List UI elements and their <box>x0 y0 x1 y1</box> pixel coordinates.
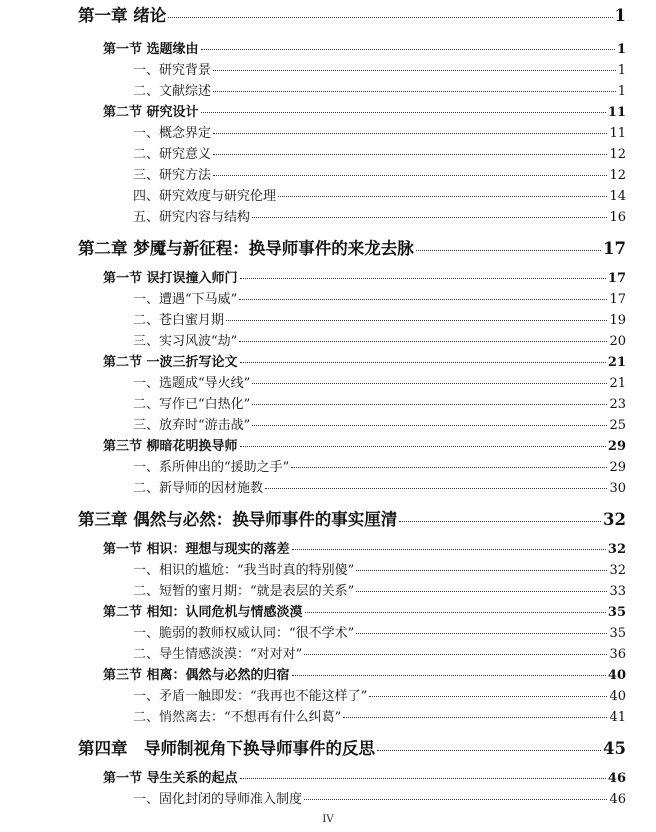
toc-page-number: 19 <box>609 313 626 328</box>
toc-subsection[interactable] <box>133 80 626 100</box>
toc-page-number: 1 <box>617 84 626 99</box>
toc-entry-title: 第二节 一波三折写论文 <box>103 355 238 370</box>
dot-leader <box>239 335 607 343</box>
dot-leader <box>252 211 607 219</box>
toc-page-number: 20 <box>609 334 626 349</box>
toc-entry-title: 一、系所伸出的“援助之手” <box>133 460 290 475</box>
dot-leader <box>201 106 606 114</box>
dot-leader <box>252 419 607 427</box>
dot-leader <box>240 356 606 364</box>
toc-entry-title: 一、相识的尴尬：“我当时真的特别傻” <box>133 563 355 578</box>
toc-entry-title: 第三章 偶然与必然：换导师事件的事实厘清 <box>78 510 398 529</box>
dot-leader <box>292 669 606 677</box>
toc-entry-title: 二、导生情感淡漠：“对对对” <box>133 647 303 662</box>
toc-page-number: 11 <box>607 105 626 120</box>
dot-leader <box>304 793 607 801</box>
toc-section[interactable] <box>103 538 626 558</box>
dot-leader <box>168 9 612 18</box>
toc-entry-title: 二、短暂的蜜月期：“就是表层的关系” <box>133 584 355 599</box>
dot-leader <box>291 461 607 469</box>
toc-entry-title: 第四章 导师制视角下换导师事件的反思 <box>78 739 375 758</box>
toc-page-number: 29 <box>609 460 626 475</box>
toc-entry-title: 二、写作已“白热化” <box>133 397 251 412</box>
toc-entry-title: 第一节 误打误撞入师门 <box>103 271 238 286</box>
toc-entry-title: 第一节 选题缘由 <box>103 42 199 57</box>
toc-section[interactable] <box>103 267 626 287</box>
toc-subsection[interactable] <box>133 456 626 476</box>
toc-entry-title: 三、研究方法 <box>133 168 212 183</box>
dot-leader <box>369 690 607 698</box>
toc-page-number: 29 <box>607 439 626 454</box>
toc-page-number: 1 <box>616 42 626 57</box>
dot-leader <box>356 564 607 572</box>
dot-leader <box>305 606 606 614</box>
dot-leader <box>356 585 607 593</box>
dot-leader <box>292 543 606 551</box>
toc-entry-title: 二、新导师的因材施教 <box>133 481 264 496</box>
toc-page-number: 1 <box>617 63 626 78</box>
toc-subsection[interactable] <box>133 643 626 663</box>
toc-entry-title: 三、实习风波“劫” <box>133 334 238 349</box>
toc-page-number: 17 <box>609 292 626 307</box>
toc-page-number: 25 <box>609 418 626 433</box>
toc-entry-title: 一、遭遇“下马威” <box>133 292 238 307</box>
toc-entry-title: 二、苍白蜜月期 <box>133 313 225 328</box>
dot-leader <box>377 742 601 751</box>
toc-subsection[interactable] <box>133 559 626 579</box>
toc-section[interactable] <box>103 101 626 121</box>
toc-page-number: 46 <box>607 771 626 786</box>
dot-leader <box>252 398 607 406</box>
toc-subsection[interactable] <box>133 309 626 329</box>
toc-page-number: 12 <box>609 168 626 183</box>
toc-page-number: 30 <box>609 481 626 496</box>
toc-page-number: 41 <box>609 710 626 725</box>
toc-entry-title: 一、概念界定 <box>133 126 212 141</box>
toc-entry-title: 第三节 相离：偶然与必然的归宿 <box>103 668 290 683</box>
toc-section[interactable] <box>103 38 626 58</box>
toc-entry-title: 第二节 相知：认同危机与情感淡漠 <box>103 605 303 620</box>
dot-leader <box>356 627 607 635</box>
toc-entry-title: 第三节 柳暗花明换导师 <box>103 439 238 454</box>
toc-page-number: 23 <box>609 397 626 412</box>
toc-page-number: 40 <box>607 668 626 683</box>
toc-subsection[interactable] <box>133 477 626 497</box>
toc-subsection[interactable] <box>133 788 626 808</box>
toc-page-number: 32 <box>603 510 626 529</box>
dot-leader <box>213 169 607 177</box>
toc-page-number: 17 <box>607 271 626 286</box>
toc-entry-title: 一、固化封闭的导师准入制度 <box>133 792 303 807</box>
toc-page-number: 11 <box>609 126 626 141</box>
toc-subsection[interactable] <box>133 372 626 392</box>
toc-entry-title: 四、研究效度与研究伦理 <box>133 189 277 204</box>
toc-page-number: 35 <box>607 605 626 620</box>
toc-chapter[interactable] <box>78 735 626 761</box>
toc-chapter[interactable] <box>78 506 626 532</box>
toc-section[interactable] <box>103 601 626 621</box>
toc-subsection[interactable] <box>133 143 626 163</box>
toc-entry-title: 五、研究内容与结构 <box>133 210 251 225</box>
toc-subsection[interactable] <box>133 288 626 308</box>
toc-page-number: 40 <box>609 689 626 704</box>
toc-entry-title: 二、文献综述 <box>133 84 212 99</box>
dot-leader <box>213 64 616 72</box>
toc-page-number: 21 <box>607 355 626 370</box>
dot-leader <box>265 482 607 490</box>
toc-page-number: 16 <box>609 210 626 225</box>
dot-leader <box>240 272 606 280</box>
toc-page-number: 35 <box>609 626 626 641</box>
toc-subsection[interactable] <box>133 622 626 642</box>
toc-section[interactable] <box>103 767 626 787</box>
toc-entry-title: 一、脆弱的教师权威认同：“很不学术” <box>133 626 355 641</box>
toc-subsection[interactable] <box>133 206 626 226</box>
toc-chapter[interactable] <box>78 235 626 261</box>
toc-chapter[interactable] <box>78 2 626 28</box>
toc-entry-title: 第一节 相识：理想与现实的落差 <box>103 542 290 557</box>
toc-page-number: 17 <box>603 239 626 258</box>
toc-entry-title: 二、悄然离去：“不想再有什么纠葛” <box>133 710 342 725</box>
dot-leader <box>343 711 607 719</box>
toc-section[interactable] <box>103 664 626 684</box>
dot-leader <box>240 440 606 448</box>
dot-leader <box>278 190 607 198</box>
dot-leader <box>226 314 607 322</box>
toc-page-number: 21 <box>609 376 626 391</box>
dot-leader <box>213 85 616 93</box>
page-number-footer: IV <box>322 814 334 825</box>
dot-leader <box>416 242 601 251</box>
toc-subsection[interactable] <box>133 330 626 350</box>
toc-page-number: 32 <box>607 542 626 557</box>
toc-page-number: 14 <box>609 189 626 204</box>
dot-leader <box>213 127 607 135</box>
toc-entry-title: 第二节 研究设计 <box>103 105 199 120</box>
toc-page-number: 32 <box>609 563 626 578</box>
dot-leader <box>240 772 606 780</box>
dot-leader <box>201 43 615 51</box>
toc-subsection[interactable] <box>133 185 626 205</box>
toc-page-number: 12 <box>609 147 626 162</box>
toc-entry-title: 第二章 梦魇与新征程：换导师事件的来龙去脉 <box>78 239 414 258</box>
toc-subsection[interactable] <box>133 706 626 726</box>
toc-subsection[interactable] <box>133 122 626 142</box>
dot-leader <box>304 648 607 656</box>
toc-subsection[interactable] <box>133 580 626 600</box>
toc-subsection[interactable] <box>133 685 626 705</box>
toc-subsection[interactable] <box>133 393 626 413</box>
toc-page-number: 46 <box>609 792 626 807</box>
toc-page-number: 33 <box>609 584 626 599</box>
toc-entry-title: 二、研究意义 <box>133 147 212 162</box>
toc-entry-title: 一、矛盾一触即发：“我再也不能这样了” <box>133 689 368 704</box>
toc-subsection[interactable] <box>133 59 626 79</box>
dot-leader <box>213 148 607 156</box>
toc-entry-title: 一、选题成“导火线” <box>133 376 251 391</box>
dot-leader <box>239 293 607 301</box>
toc-section[interactable] <box>103 435 626 455</box>
toc-page-number: 36 <box>609 647 626 662</box>
toc-entry-title: 三、放弃时“游击战” <box>133 418 251 433</box>
toc-subsection[interactable] <box>133 164 626 184</box>
toc-page-number: 1 <box>614 6 626 25</box>
toc-entry-title: 一、研究背景 <box>133 63 212 78</box>
toc-section[interactable] <box>103 351 626 371</box>
dot-leader <box>399 513 601 522</box>
toc-page-number: 45 <box>603 739 626 758</box>
toc-entry-title: 第一章 绪论 <box>78 6 167 25</box>
toc-entry-title: 第一节 导生关系的起点 <box>103 771 238 786</box>
toc-subsection[interactable] <box>133 414 626 434</box>
dot-leader <box>252 377 607 385</box>
